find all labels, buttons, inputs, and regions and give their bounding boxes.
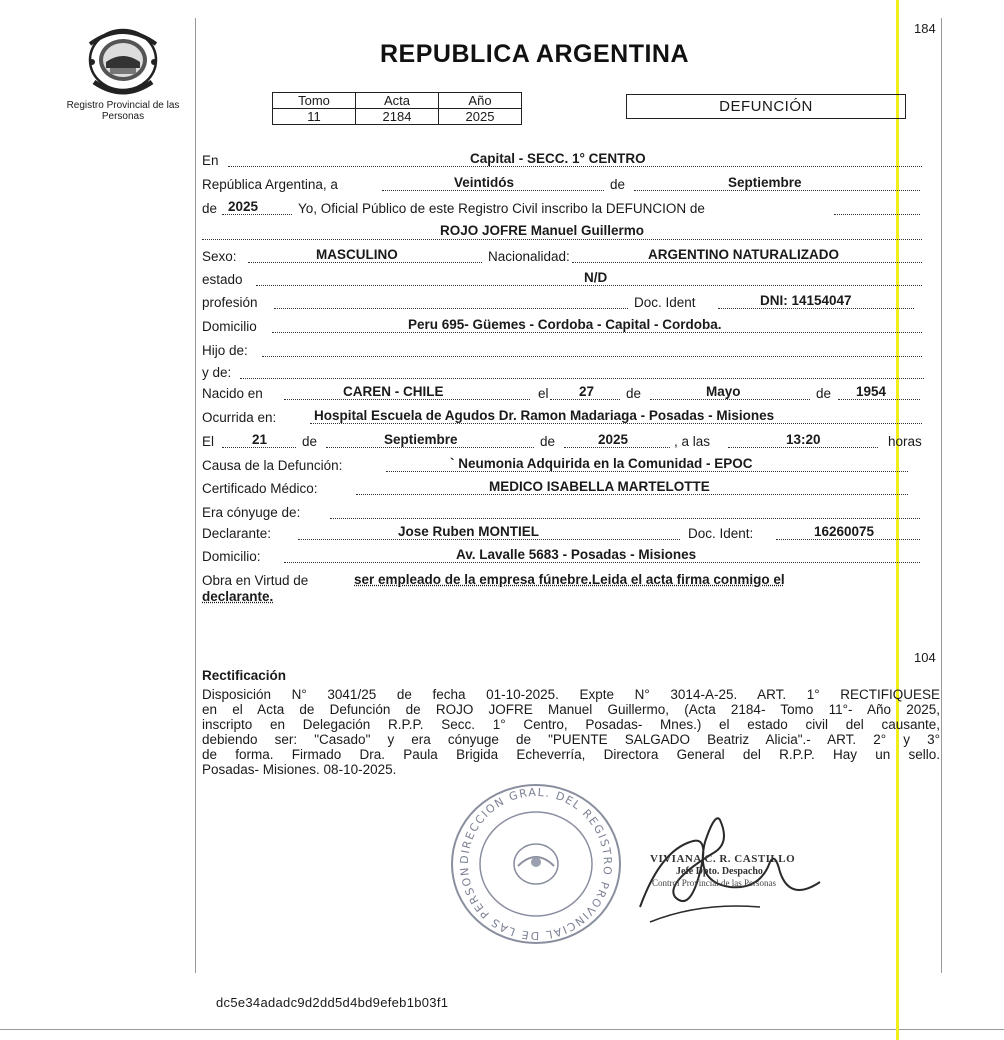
intro-text: Yo, Oficial Público de este Registro Civil inscribo la DEFUNCION de <box>298 201 705 216</box>
hijo-dotted-line <box>262 356 922 357</box>
domicilio-label: Domicilio <box>202 319 257 334</box>
birth-year-dotted-line <box>838 399 920 400</box>
estado-dotted-line <box>256 285 922 286</box>
signature-name: VIVIANA C. R. CASTILLO <box>650 853 796 865</box>
alas-label: , a las <box>674 434 711 449</box>
ocurrida-label: Ocurrida en: <box>202 410 277 425</box>
doc-ident-label: Doc. Ident <box>634 295 696 310</box>
obra-value-line2: declarante. <box>202 589 274 604</box>
birth-day: 27 <box>579 384 595 399</box>
day-dotted-line <box>382 190 604 191</box>
death-month-dotted-line <box>326 447 534 448</box>
rectificacion-line: debiendo ser: "Casado" y era cónyuge de "PUENTE SALGADO Beatriz Alicia".- ART. 2° y 3° <box>202 732 940 747</box>
republica-label: República Argentina, a <box>202 177 338 192</box>
causa-value: ` Neumonia Adquirida en la Comunidad - EPOC <box>450 456 753 471</box>
stamp-text: DIRECCION GRAL. DEL REGISTRO PROVINCIAL DE LAS PERSON <box>457 785 615 943</box>
birth-el-label: el <box>538 386 549 401</box>
acta-header: Acta <box>356 93 439 109</box>
deceased-name: ROJO JOFRE Manuel Guillermo <box>440 223 645 238</box>
decl-domicilio-label: Domicilio: <box>202 549 261 564</box>
death-day: 21 <box>252 432 268 447</box>
causa-label: Causa de la Defunción: <box>202 458 343 473</box>
yde-label: y de: <box>202 365 232 380</box>
acta-value: 2184 <box>356 109 439 125</box>
certificado-label: Certificado Médico: <box>202 481 318 496</box>
register-table <box>272 92 522 125</box>
document-type-box: DEFUNCIÓN <box>626 94 906 119</box>
certificado-dotted-line <box>356 494 908 495</box>
death-day-dotted-line <box>222 447 296 448</box>
birth-de1-label: de <box>626 386 642 401</box>
birth-de2-label: de <box>816 386 832 401</box>
doc-ident-value: DNI: 14154047 <box>760 293 852 308</box>
obra-value-line1: ser empleado de la empresa fúnebre.Leida el acta firma conmigo el <box>354 572 785 587</box>
death-year: 2025 <box>598 432 629 447</box>
signature-title: Jefe Dpto. Despacho <box>676 866 763 877</box>
rectificacion-margin-number: 104 <box>914 650 936 665</box>
signature-office: Control Provincial de las Personas <box>652 878 776 888</box>
left-margin-line <box>195 18 196 973</box>
doc-ident-dotted-line <box>718 308 914 309</box>
rectificacion-line: Posadas- Misiones. 08-10-2025. <box>202 762 397 777</box>
sexo-value: MASCULINO <box>316 247 398 262</box>
bottom-rule <box>0 1029 1004 1030</box>
death-year-dotted-line <box>564 447 670 448</box>
profesion-dotted-line <box>274 308 628 309</box>
year-value: 2025 <box>228 199 259 214</box>
nacido-value: CAREN - CHILE <box>343 384 444 399</box>
document-hash: dc5e34adadc9d2dd5d4bd9efeb1b03f1 <box>216 995 449 1010</box>
birth-month-dotted-line <box>650 399 810 400</box>
nacido-label: Nacido en <box>202 386 263 401</box>
rectificacion-line: en el Acta de Defunción de ROJO JOFRE Manuel Guillermo, (Acta 2184- Tomo 11°- Año 2025, <box>202 702 940 717</box>
birth-day-dotted-line <box>550 399 620 400</box>
decl-domicilio-dotted-line <box>284 562 920 563</box>
anio-value: 2025 <box>439 109 522 125</box>
ocurrida-value: Hospital Escuela de Agudos Dr. Ramon Madariaga - Posadas - Misiones <box>314 408 775 423</box>
death-time: 13:20 <box>786 432 821 447</box>
declarante-dotted-line <box>298 539 680 540</box>
horas-label: horas <box>888 434 922 449</box>
tomo-header: Tomo <box>273 93 356 109</box>
rectificacion-line: Disposición N° 3041/25 de fecha 01-10-2025. Expte N° 3014-A-25. ART. 1° RECTIFIQUESE <box>202 687 940 702</box>
yellow-marker-line <box>896 0 899 1040</box>
death-de2-label: de <box>540 434 556 449</box>
day-value: Veintidós <box>454 175 515 190</box>
year-dotted-line <box>222 214 292 215</box>
tomo-value: 11 <box>273 109 356 125</box>
certificado-value: MEDICO ISABELLA MARTELOTTE <box>489 479 710 494</box>
de-label: de <box>610 177 626 192</box>
estado-label: estado <box>202 272 243 287</box>
official-stamp-seal-icon <box>446 782 626 947</box>
anio-header: Año <box>439 93 522 109</box>
rectificacion-line: de forma. Firmado Dra. Paula Brigida Echeverría, Directora General del R.P.P. Hay un sello. <box>202 747 940 762</box>
month-value: Septiembre <box>728 175 802 190</box>
obra-label: Obra en Virtud de <box>202 573 309 588</box>
domicilio-dotted-line <box>272 332 922 333</box>
sexo-label: Sexo: <box>202 249 237 264</box>
nacionalidad-label: Nacionalidad: <box>488 249 570 264</box>
conyuge-label: Era cónyuge de: <box>202 505 301 520</box>
time-dotted-line <box>728 447 878 448</box>
yde-dotted-line <box>240 378 924 379</box>
rectificacion-heading: Rectificación <box>202 668 287 683</box>
nacionalidad-value: ARGENTINO NATURALIZADO <box>648 247 839 262</box>
causa-dotted-line <box>386 471 908 472</box>
year-prefix: de <box>202 201 218 216</box>
registry-name: Registro Provincial de las Personas <box>66 100 180 122</box>
decl-doc-dotted-line <box>776 539 920 540</box>
svg-text:DIRECCION GRAL. DEL REGISTRO P <box>446 782 614 942</box>
en-value: Capital - SECC. 1° CENTRO <box>470 151 646 166</box>
decl-doc-label: Doc. Ident: <box>688 526 754 541</box>
nacido-dotted-line <box>284 399 530 400</box>
en-dotted-line <box>228 166 922 167</box>
month-dotted-line <box>634 190 920 191</box>
rectificacion-line: inscripto en Delegación R.P.P. Secc. 1° Centro, Posadas- Mnes.) el estado civil del causante, <box>202 717 940 732</box>
estado-value: N/D <box>584 270 608 285</box>
document-title: REPUBLICA ARGENTINA <box>380 40 690 68</box>
domicilio-value: Peru 695- Güemes - Cordoba - Capital - Cordoba. <box>408 317 722 332</box>
hijo-label: Hijo de: <box>202 343 248 358</box>
right-margin-line <box>941 18 942 973</box>
nacionalidad-dotted-line <box>572 262 922 263</box>
death-month: Septiembre <box>384 432 458 447</box>
decl-doc-value: 16260075 <box>814 524 875 539</box>
page-number: 184 <box>914 21 936 36</box>
decl-domicilio-value: Av. Lavalle 5683 - Posadas - Misiones <box>456 547 697 562</box>
ocurrida-dotted-line <box>310 423 922 424</box>
declarante-label: Declarante: <box>202 526 272 541</box>
coat-of-arms-icon <box>80 22 166 98</box>
death-el-label: El <box>202 434 215 449</box>
province-logo <box>80 22 166 98</box>
declarante-value: Jose Ruben MONTIEL <box>398 524 540 539</box>
death-de1-label: de <box>302 434 318 449</box>
official-stamp <box>446 782 626 947</box>
intro-dotted-line <box>834 214 920 215</box>
name-dotted-line <box>202 239 922 240</box>
sexo-dotted-line <box>248 262 482 263</box>
rectificacion-body <box>202 687 940 777</box>
profesion-label: profesión <box>202 295 258 310</box>
birth-year: 1954 <box>856 384 887 399</box>
en-label: En <box>202 153 219 168</box>
conyuge-dotted-line <box>330 518 920 519</box>
birth-month: Mayo <box>706 384 741 399</box>
